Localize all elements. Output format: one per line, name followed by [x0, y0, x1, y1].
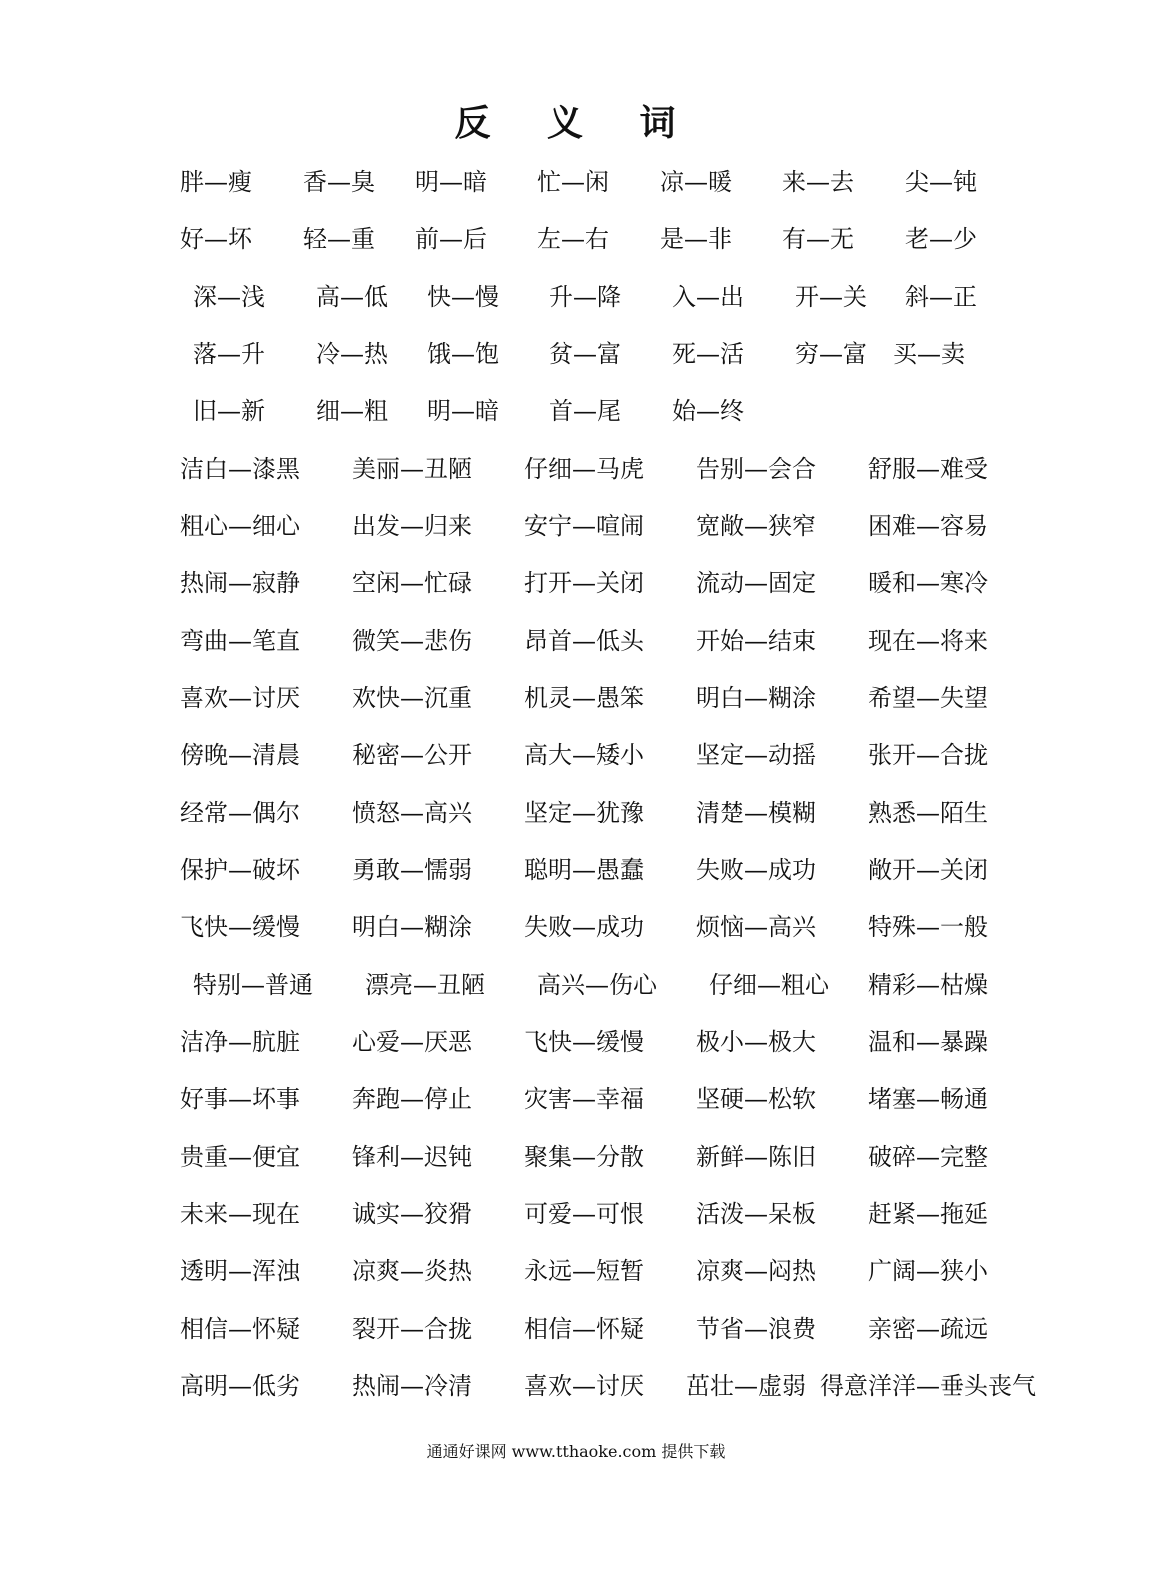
- antonym-pair: 细—粗: [316, 397, 388, 425]
- word-row: [0, 1309, 1152, 1349]
- antonym-pair: 破碎—完整: [868, 1143, 988, 1171]
- antonym-pair: 美丽—丑陋: [352, 455, 472, 483]
- word-row: [0, 334, 1152, 374]
- antonym-pair: 明白—糊涂: [696, 684, 816, 712]
- word-row: [0, 162, 1152, 202]
- footer-credit: 通通好课网 www.tthaoke.com 提供下载: [426, 1442, 726, 1461]
- antonym-pair: 敞开—关闭: [868, 856, 988, 884]
- word-row: [0, 621, 1152, 661]
- antonym-pair: 高兴—伤心: [537, 971, 657, 999]
- antonym-pair: 秘密—公开: [352, 741, 472, 769]
- antonym-pair: 经常—偶尔: [180, 799, 300, 827]
- antonym-pair: 仔细—马虎: [524, 455, 644, 483]
- antonym-pair: 极小—极大: [696, 1028, 816, 1056]
- antonym-pair: 机灵—愚笨: [524, 684, 644, 712]
- antonym-pair: 明—暗: [427, 397, 499, 425]
- word-row: [0, 563, 1152, 603]
- antonym-pair: 保护—破坏: [180, 856, 300, 884]
- antonym-pair: 熟悉—陌生: [868, 799, 988, 827]
- page-title: 反 义 词: [454, 102, 698, 144]
- antonym-pair: 凉爽—炎热: [352, 1257, 472, 1285]
- antonym-pair: 相信—怀疑: [180, 1315, 300, 1343]
- antonym-pair: 买—卖: [893, 340, 965, 368]
- antonym-pair: 暖和—寒冷: [868, 569, 988, 597]
- antonym-pair: 高明—低劣: [180, 1372, 300, 1400]
- antonym-pair: 明白—糊涂: [352, 913, 472, 941]
- antonym-pair: 宽敞—狭窄: [696, 512, 816, 540]
- antonym-pair: 洁净—肮脏: [180, 1028, 300, 1056]
- antonym-pair: 透明—浑浊: [180, 1257, 300, 1285]
- antonym-pair: 漂亮—丑陋: [365, 971, 485, 999]
- antonym-pair: 失败—成功: [696, 856, 816, 884]
- antonym-pair: 死—活: [672, 340, 744, 368]
- word-row: [0, 391, 1152, 431]
- antonym-pair: 失败—成功: [524, 913, 644, 941]
- antonym-pair: 亲密—疏远: [868, 1315, 988, 1343]
- antonym-pair: 傍晚—清晨: [180, 741, 300, 769]
- antonym-pair: 升—降: [549, 283, 621, 311]
- word-row: [0, 1251, 1152, 1291]
- antonym-pair: 裂开—合拢: [352, 1315, 472, 1343]
- antonym-pair: 奔跑—停止: [352, 1085, 472, 1113]
- antonym-pair: 尖—钝: [905, 168, 977, 196]
- antonym-pair: 弯曲—笔直: [180, 627, 300, 655]
- antonym-pair: 困难—容易: [868, 512, 988, 540]
- word-row: [0, 793, 1152, 833]
- antonym-pair: 粗心—细心: [180, 512, 300, 540]
- antonym-pair: 洁白—漆黑: [180, 455, 300, 483]
- antonym-pair: 凉爽—闷热: [696, 1257, 816, 1285]
- antonym-pair: 饿—饱: [427, 340, 499, 368]
- antonym-pair: 灾害—幸福: [524, 1085, 644, 1113]
- antonym-pair: 飞快—缓慢: [180, 913, 300, 941]
- antonym-pair: 首—尾: [549, 397, 621, 425]
- antonym-pair: 热闹—冷清: [352, 1372, 472, 1400]
- antonym-pair: 欢快—沉重: [352, 684, 472, 712]
- antonym-pair: 打开—关闭: [524, 569, 644, 597]
- antonym-pair: 张开—合拢: [868, 741, 988, 769]
- word-row: [0, 735, 1152, 775]
- antonym-pair: 来—去: [782, 168, 854, 196]
- antonym-pair: 胖—瘦: [180, 168, 252, 196]
- antonym-pair: 高—低: [316, 283, 388, 311]
- antonym-pair: 茁壮—虚弱: [686, 1372, 806, 1400]
- antonym-pair: 有—无: [782, 225, 854, 253]
- antonym-pair: 好—坏: [180, 225, 252, 253]
- antonym-pair: 微笑—悲伤: [352, 627, 472, 655]
- antonym-pair: 冷—热: [316, 340, 388, 368]
- antonym-pair: 凉—暖: [660, 168, 732, 196]
- antonym-pair: 仔细—粗心: [709, 971, 829, 999]
- antonym-pair: 新鲜—陈旧: [696, 1143, 816, 1171]
- antonym-pair: 可爱—可恨: [524, 1200, 644, 1228]
- antonym-pair: 舒服—难受: [868, 455, 988, 483]
- antonym-pair: 始—终: [672, 397, 744, 425]
- antonym-pair: 飞快—缓慢: [524, 1028, 644, 1056]
- antonym-pair: 愤怒—高兴: [352, 799, 472, 827]
- antonym-pair: 忙—闲: [537, 168, 609, 196]
- antonym-pair: 赶紧—拖延: [868, 1200, 988, 1228]
- antonym-pair: 坚定—犹豫: [524, 799, 644, 827]
- word-row: [0, 1022, 1152, 1062]
- antonym-pair: 贵重—便宜: [180, 1143, 300, 1171]
- antonym-pair: 落—升: [193, 340, 265, 368]
- antonym-pair: 左—右: [537, 225, 609, 253]
- antonym-pair: 安宁—喧闹: [524, 512, 644, 540]
- antonym-pair: 未来—现在: [180, 1200, 300, 1228]
- antonym-pair: 特别—普通: [193, 971, 313, 999]
- antonym-pair: 快—慢: [427, 283, 499, 311]
- antonym-pair: 锋利—迟钝: [352, 1143, 472, 1171]
- antonym-pair: 香—臭: [303, 168, 375, 196]
- antonym-pair: 穷—富: [795, 340, 867, 368]
- antonym-pair: 高大—矮小: [524, 741, 644, 769]
- antonym-pair: 心爱—厌恶: [352, 1028, 472, 1056]
- antonym-pair: 精彩—枯燥: [868, 971, 988, 999]
- antonym-pair: 得意洋洋—垂头丧气: [820, 1372, 1036, 1400]
- word-row: [0, 1194, 1152, 1234]
- antonym-pair: 坚硬—松软: [696, 1085, 816, 1113]
- antonym-pair: 好事—坏事: [180, 1085, 300, 1113]
- antonym-pair: 勇敢—懦弱: [352, 856, 472, 884]
- antonym-pair: 斜—正: [905, 283, 977, 311]
- word-row: [0, 219, 1152, 259]
- antonym-pair: 诚实—狡猾: [352, 1200, 472, 1228]
- antonym-pair: 希望—失望: [868, 684, 988, 712]
- word-row: [0, 850, 1152, 890]
- antonym-pair: 入—出: [672, 283, 744, 311]
- antonym-pair: 清楚—模糊: [696, 799, 816, 827]
- antonym-pair: 堵塞—畅通: [868, 1085, 988, 1113]
- antonym-pair: 喜欢—讨厌: [524, 1372, 644, 1400]
- word-row: [0, 277, 1152, 317]
- antonym-pair: 温和—暴躁: [868, 1028, 988, 1056]
- antonym-pair: 广阔—狭小: [868, 1257, 988, 1285]
- word-row: [0, 678, 1152, 718]
- antonym-pair: 聚集—分散: [524, 1143, 644, 1171]
- antonym-pair: 流动—固定: [696, 569, 816, 597]
- antonym-pair: 相信—怀疑: [524, 1315, 644, 1343]
- antonym-pair: 贫—富: [549, 340, 621, 368]
- antonym-pair: 昂首—低头: [524, 627, 644, 655]
- word-row: [0, 449, 1152, 489]
- word-row: [0, 1366, 1152, 1406]
- word-row: [0, 965, 1152, 1005]
- antonym-pair: 烦恼—高兴: [696, 913, 816, 941]
- antonym-pair: 空闲—忙碌: [352, 569, 472, 597]
- antonym-pair: 出发—归来: [352, 512, 472, 540]
- word-row: [0, 1137, 1152, 1177]
- antonym-pair: 开始—结束: [696, 627, 816, 655]
- antonym-pair: 坚定—动摇: [696, 741, 816, 769]
- antonym-pair: 轻—重: [303, 225, 375, 253]
- word-row: [0, 1079, 1152, 1119]
- antonym-pair: 节省—浪费: [696, 1315, 816, 1343]
- antonym-pair: 喜欢—讨厌: [180, 684, 300, 712]
- antonym-pair: 热闹—寂静: [180, 569, 300, 597]
- word-row: [0, 907, 1152, 947]
- antonym-pair: 活泼—呆板: [696, 1200, 816, 1228]
- antonym-pair: 深—浅: [193, 283, 265, 311]
- antonym-pair: 现在—将来: [868, 627, 988, 655]
- antonym-pair: 是—非: [660, 225, 732, 253]
- antonym-pair: 永远—短暂: [524, 1257, 644, 1285]
- antonym-pair: 旧—新: [193, 397, 265, 425]
- antonym-pair: 特殊—一般: [868, 913, 988, 941]
- word-row: [0, 506, 1152, 546]
- antonym-pair: 前—后: [415, 225, 487, 253]
- antonym-pair: 老—少: [905, 225, 977, 253]
- antonym-pair: 开—关: [795, 283, 867, 311]
- antonym-pair: 聪明—愚蠢: [524, 856, 644, 884]
- antonym-pair: 告别—会合: [696, 455, 816, 483]
- antonym-pair: 明—暗: [415, 168, 487, 196]
